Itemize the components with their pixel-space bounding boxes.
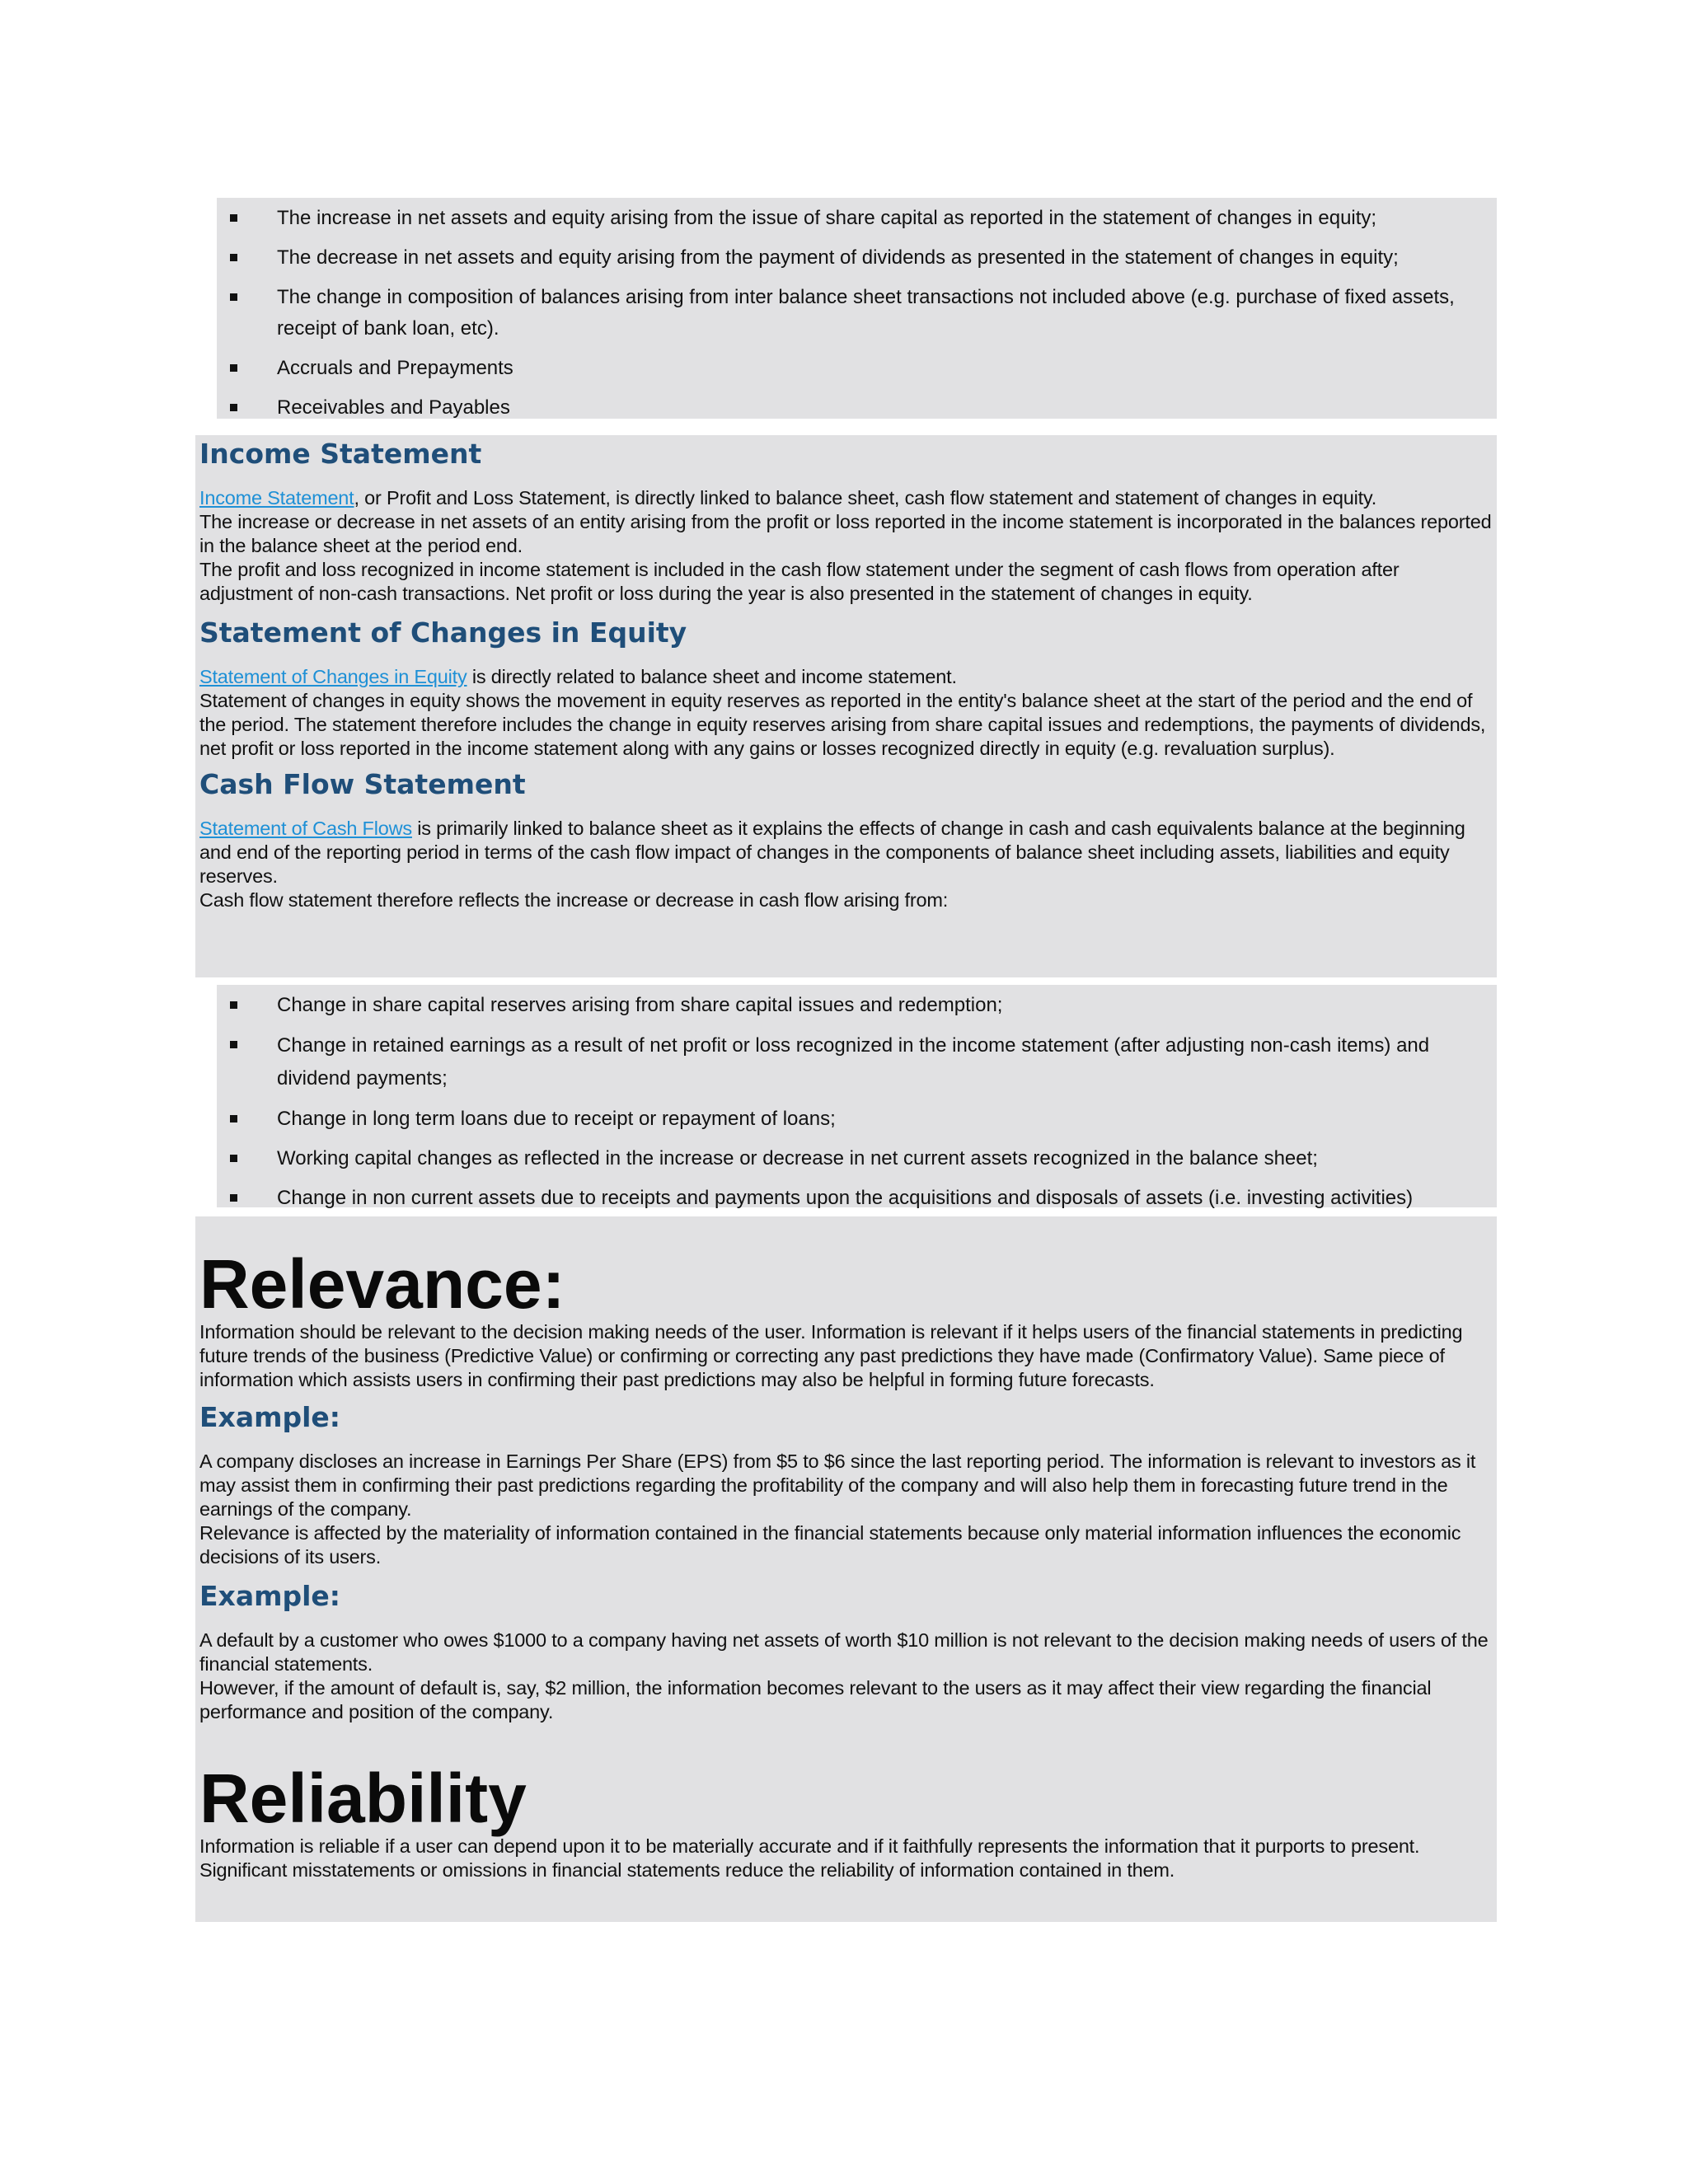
bullet-icon (230, 1041, 237, 1048)
list-item: Change in retained earnings as a result of net profit or loss recognized in the income statement (after adjusting non-cash items) and dividend payments; (223, 1029, 1497, 1095)
equity-paragraph: Statement of Changes in Equity is directly related to balance sheet and income statement. (199, 666, 957, 687)
list-item: The change in composition of balances arising from inter balance sheet transactions not included above (e.g. purchase of fixed assets, receipt of bank loan, etc). (223, 282, 1497, 344)
equity-link[interactable]: Statement of Changes in Equity (199, 666, 467, 687)
reliability-paragraph: Information is reliable if a user can depend upon it to be materially accurate and if it faithfully represents the information that it purports to present. Significant misstatements or omissions in financial statements reduce the reliability of information contained in them. (199, 1835, 1420, 1881)
example-heading-1: Example: (199, 1401, 340, 1433)
relevance-paragraph: Information should be relevant to the decision making needs of the user. Information is relevant if it helps users of the financial statements in predicting future trends of the business (Predictive Value) or confirming or correcting any past predictions they have made (Confirmatory Value). Same piece of information which assists users in confirming their past predictions may also be helpful in forming future forecasts. (199, 1321, 1463, 1390)
cash-flow-heading: Cash Flow Statement (199, 768, 526, 800)
bullet-icon (230, 293, 237, 301)
bullet-icon (230, 254, 237, 261)
list-item: Change in non current assets due to receipts and payments upon the acquisitions and disposals of assets (i.e. investing activities) (223, 1183, 1497, 1214)
reliability-heading: Reliability (199, 1760, 527, 1837)
bullet-list-block-1 (217, 198, 1497, 419)
income-statement-paragraph-3: The profit and loss recognized in income statement is included in the cash flow statement under the segment of cash flows from operation after adjustment of non-cash transactions. Net profit or loss during the year is also presented in the statement of changes in equity. (199, 559, 1400, 604)
example-heading-2: Example: (199, 1580, 340, 1612)
cash-flows-link[interactable]: Statement of Cash Flows (199, 818, 412, 839)
bullet-icon (230, 1194, 237, 1202)
bullet-icon (230, 364, 237, 372)
list-item: Receivables and Payables (223, 392, 1497, 424)
list-item: The increase in net assets and equity arising from the issue of share capital as reported in the statement of changes in equity; (223, 203, 1497, 234)
bullet-icon (230, 1115, 237, 1122)
equity-heading: Statement of Changes in Equity (199, 616, 687, 649)
bullet-list (223, 203, 1497, 424)
bullet-list (223, 990, 1497, 1214)
equity-paragraph-2: Statement of changes in equity shows the movement in equity reserves as reported in the entity's balance sheet at the start of the period and the end of the period. The statement therefore includes the change in equity reserves arising from share capital issues and redemptions, the payments of dividends, net profit or loss reported in the income statement along with any gains or losses recognized directly in equity (e.g. revaluation surplus). (199, 690, 1486, 759)
income-statement-heading: Income Statement (199, 438, 482, 470)
relevance-heading: Relevance: (199, 1245, 565, 1323)
list-item: Accruals and Prepayments (223, 353, 1497, 384)
list-item: The decrease in net assets and equity arising from the payment of dividends as presented in the statement of changes in equity; (223, 242, 1497, 274)
list-item: Change in share capital reserves arising from share capital issues and redemption; (223, 990, 1497, 1021)
relevance-reliability-block (195, 1216, 1497, 1922)
cash-flow-paragraph: Statement of Cash Flows is primarily linked to balance sheet as it explains the effects of change in cash and cash equivalents balance at the beginning and end of the reporting period in terms of the cash flow impact of changes in the components of balance sheet including assets, liabilities and equity reserves. (199, 818, 1465, 887)
list-item: Working capital changes as reflected in the increase or decrease in net current assets recognized in the balance sheet; (223, 1143, 1497, 1174)
statements-block (195, 435, 1497, 977)
cash-flow-paragraph-2: Cash flow statement therefore reflects the increase or decrease in cash flow arising from: (199, 889, 949, 911)
example-1-paragraph: A company discloses an increase in Earnings Per Share (EPS) from $5 to $6 since the last reporting period. The information is relevant to investors as it may assist them in confirming their past predictions regarding the profitability of the company and will also help them in forecasting future trend in the earnings of the company. (199, 1451, 1476, 1520)
list-item: Change in long term loans due to receipt or repayment of loans; (223, 1104, 1497, 1135)
bullet-icon (230, 1155, 237, 1162)
bullet-list-block-2 (217, 985, 1497, 1207)
example-2-paragraph-2: However, if the amount of default is, say, $2 million, the information becomes relevant to the users as it may affect their view regarding the financial performance and position of the company. (199, 1677, 1432, 1722)
bullet-icon (230, 1001, 237, 1009)
bullet-icon (230, 214, 237, 222)
bullet-icon (230, 404, 237, 411)
income-statement-link[interactable]: Income Statement (199, 487, 354, 509)
income-statement-paragraph: Income Statement, or Profit and Loss Statement, is directly linked to balance sheet, cash flow statement and statement of changes in equity. (199, 487, 1377, 509)
example-2-paragraph: A default by a customer who owes $1000 to a company having net assets of worth $10 million is not relevant to the decision making needs of users of the financial statements. (199, 1629, 1489, 1675)
example-1-paragraph-2: Relevance is affected by the materiality of information contained in the financial statements because only material information influences the economic decisions of its users. (199, 1522, 1461, 1568)
income-statement-paragraph-2: The increase or decrease in net assets of an entity arising from the profit or loss reported in the income statement is incorporated in the balances reported in the balance sheet at the period end. (199, 511, 1492, 556)
